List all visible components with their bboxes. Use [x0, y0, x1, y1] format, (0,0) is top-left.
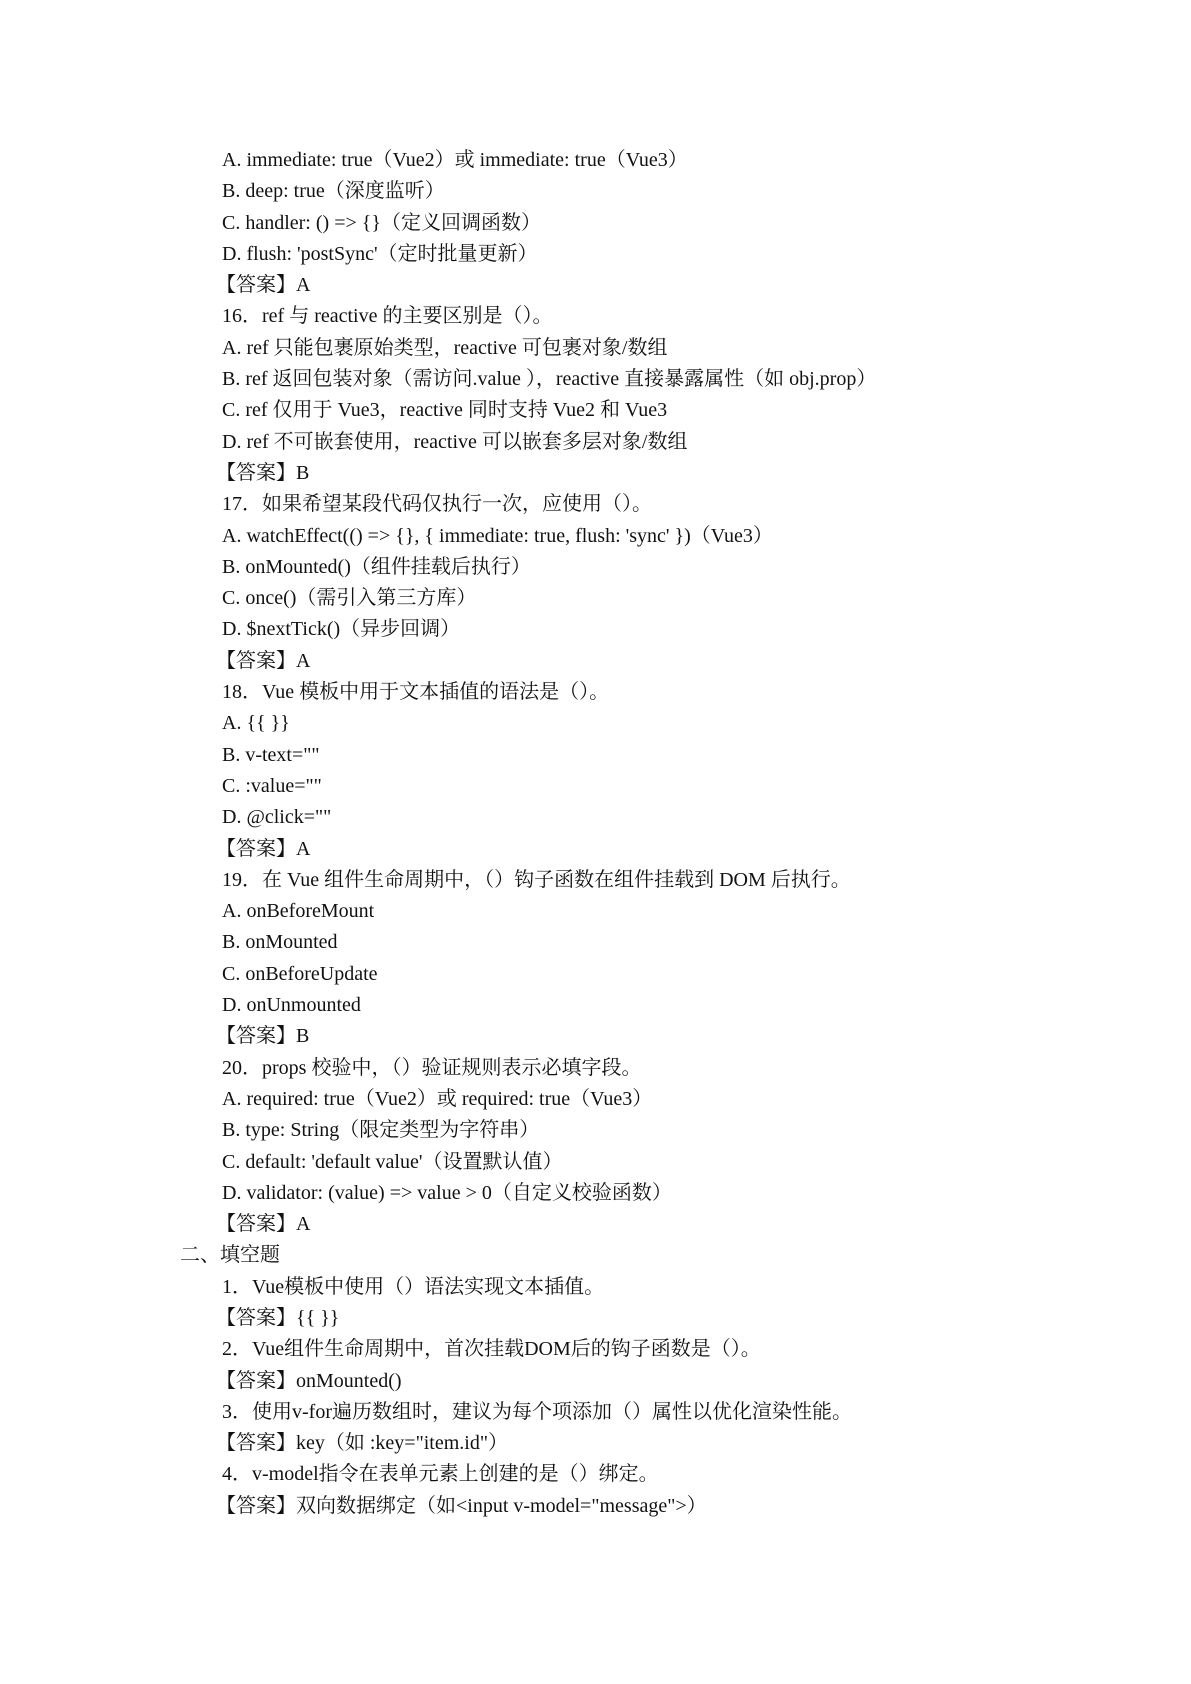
answer-key: 【答案】A — [216, 1213, 311, 1236]
answer-option: B. deep: true（深度监听） — [222, 180, 445, 203]
answer-option: D. flush: 'postSync'（定时批量更新） — [222, 242, 538, 265]
question-text: 18．Vue 模板中用于文本插值的语法是（）。 — [222, 681, 610, 704]
answer-option: D. $nextTick()（异步回调） — [222, 618, 461, 641]
answer-option: C. default: 'default value'（设置默认值） — [222, 1150, 563, 1173]
question-text: 3．使用v-for遍历数组时，建议为每个项添加（）属性以优化渲染性能。 — [222, 1400, 852, 1423]
answer-key: 【答案】B — [216, 1025, 310, 1048]
answer-key: 【答案】双向数据绑定（如<input v-model="message">） — [216, 1494, 707, 1517]
answer-key: 【答案】A — [216, 649, 311, 672]
answer-option: D. @click="" — [222, 806, 332, 829]
question-text: 4．v-model指令在表单元素上创建的是（）绑定。 — [222, 1463, 659, 1486]
answer-key: 【答案】B — [216, 461, 310, 484]
answer-option: B. ref 返回包装对象（需访问.value ），reactive 直接暴露属性（如 obj.prop） — [222, 368, 877, 391]
question-text: 16．ref 与 reactive 的主要区别是（）。 — [222, 305, 553, 328]
answer-option: C. once()（需引入第三方库） — [222, 587, 477, 610]
answer-option: B. v-text="" — [222, 743, 320, 766]
answer-option: B. onMounted()（组件挂载后执行） — [222, 555, 531, 578]
answer-option: B. type: String（限定类型为字符串） — [222, 1119, 540, 1142]
answer-option: D. validator: (value) => value > 0（自定义校验函数） — [222, 1181, 672, 1204]
answer-option: A. watchEffect(() => {}, { immediate: true, flush: 'sync' })（Vue3） — [222, 524, 773, 547]
answer-key: 【答案】A — [216, 837, 311, 860]
answer-option: A. immediate: true（Vue2）或 immediate: true（Vue3） — [222, 149, 688, 171]
answer-key: 【答案】{{ }} — [216, 1306, 340, 1329]
question-text: 1．Vue模板中使用（）语法实现文本插值。 — [222, 1275, 605, 1298]
answer-key: 【答案】key（如 :key="item.id"） — [216, 1432, 509, 1455]
answer-option: C. onBeforeUpdate — [222, 962, 378, 985]
question-text: 2．Vue组件生命周期中，首次挂载DOM后的钩子函数是（）。 — [222, 1338, 761, 1361]
answer-option: D. ref 不可嵌套使用，reactive 可以嵌套多层对象/数组 — [222, 430, 688, 453]
answer-option: C. :value="" — [222, 774, 322, 797]
answer-option: A. ref 只能包裹原始类型，reactive 可包裹对象/数组 — [222, 336, 668, 359]
answer-option: C. ref 仅用于 Vue3，reactive 同时支持 Vue2 和 Vue3 — [222, 399, 668, 422]
answer-option: A. {{ }} — [222, 712, 290, 735]
answer-key: 【答案】A — [216, 274, 311, 297]
section-heading: 二、填空题 — [180, 1244, 280, 1267]
answer-option: A. required: true（Vue2）或 required: true（Vue3） — [222, 1087, 653, 1110]
answer-option: D. onUnmounted — [222, 994, 361, 1017]
answer-option: B. onMounted — [222, 931, 338, 954]
answer-option: A. onBeforeMount — [222, 900, 375, 923]
question-text: 19．在 Vue 组件生命周期中，（）钩子函数在组件挂载到 DOM 后执行。 — [222, 868, 851, 891]
question-text: 20．props 校验中，（）验证规则表示必填字段。 — [222, 1056, 642, 1079]
answer-key: 【答案】onMounted() — [216, 1369, 402, 1392]
question-text: 17．如果希望某段代码仅执行一次，应使用（）。 — [222, 493, 652, 516]
document-body — [180, 145, 1122, 1522]
answer-option: C. handler: () => {}（定义回调函数） — [222, 211, 541, 234]
